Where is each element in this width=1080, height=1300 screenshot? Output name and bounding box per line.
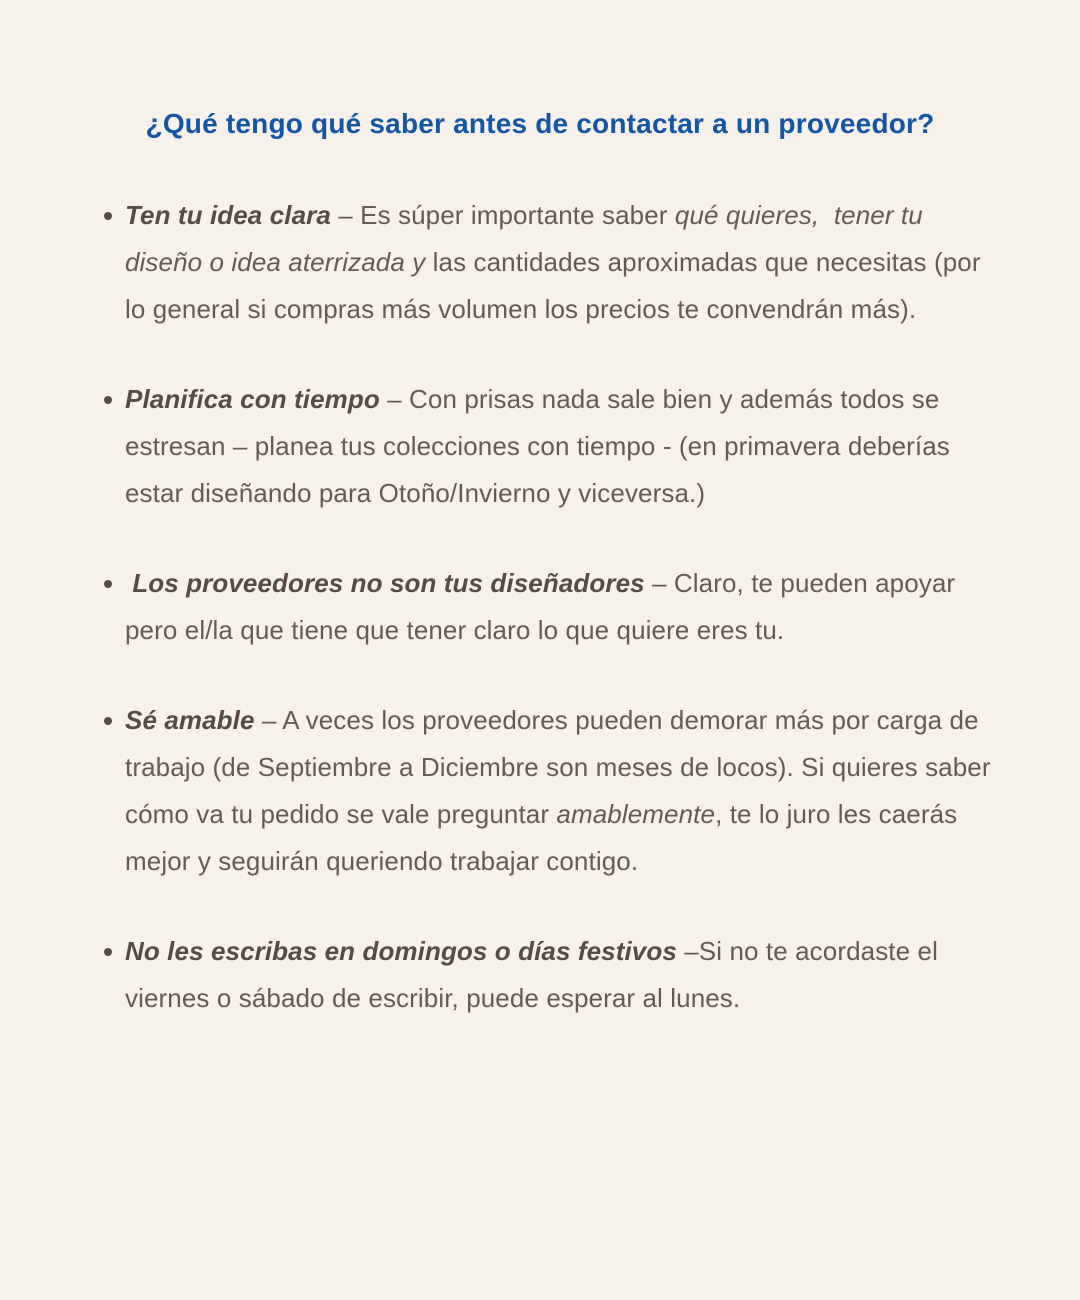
- text-segment-regular: –Si no te acordaste el viernes o sábado de escribir, puede esperar al lunes.: [125, 936, 946, 1013]
- bullet-marker: [104, 212, 112, 220]
- text-segment-italic: amablemente: [556, 799, 716, 829]
- bullet-marker: [104, 396, 112, 404]
- list-item-text: [125, 560, 1000, 654]
- text-segment-bold-italic: Ten tu idea clara: [125, 200, 331, 230]
- text-segment-regular: , te lo juro les caerás mejor y seguirán queriendo trabajar contigo.: [125, 799, 965, 876]
- text-segment-bold-italic: Los proveedores no son tus diseñadores: [125, 568, 645, 598]
- bullet-marker: [104, 948, 112, 956]
- text-segment-bold-italic: Planifica con tiempo: [125, 384, 380, 414]
- page-title: ¿Qué tengo qué saber antes de contactar a un proveedor?: [145, 108, 935, 139]
- text-segment-regular: – Claro, te pueden apoyar pero el/la que tiene que tener claro lo que quiere eres tu.: [125, 568, 963, 645]
- list-item: [104, 697, 1000, 885]
- text-segment-bold-italic: No les escribas en domingos o días festivos: [125, 936, 677, 966]
- text-segment-regular: – Es súper importante saber: [330, 200, 675, 230]
- list-item: [104, 560, 1000, 654]
- bullet-list: [0, 192, 1080, 1022]
- text-segment-regular: – A veces los proveedores pueden demorar más por carga de trabajo (de Septiembre a Diciembre son meses de locos). Si quieres saber cómo va tu pedido se vale preguntar: [125, 705, 998, 829]
- text-segment-regular: las cantidades aproximadas que necesitas (por lo general si compras más volumen los precios te convendrán más).: [125, 247, 988, 324]
- list-item: [104, 192, 1000, 333]
- bullet-marker: [104, 580, 112, 588]
- list-item: [104, 928, 1000, 1022]
- text-segment-regular: – Con prisas nada sale bien y además todos se estresan – planea tus colecciones con tiempo - (en primavera deberías estar diseñando para Otoño/Invierno y viceversa.): [125, 384, 958, 508]
- list-item-text: [125, 376, 1000, 517]
- bullet-marker: [104, 717, 112, 725]
- text-segment-bold-italic: Sé amable: [125, 705, 255, 735]
- text-segment-italic: qué quieres, tener tu diseño o idea aterrizada y: [125, 200, 931, 277]
- list-item-text: [125, 697, 1000, 885]
- list-item: [104, 376, 1000, 517]
- list-item-text: [125, 192, 1000, 333]
- list-item-text: [125, 928, 1000, 1022]
